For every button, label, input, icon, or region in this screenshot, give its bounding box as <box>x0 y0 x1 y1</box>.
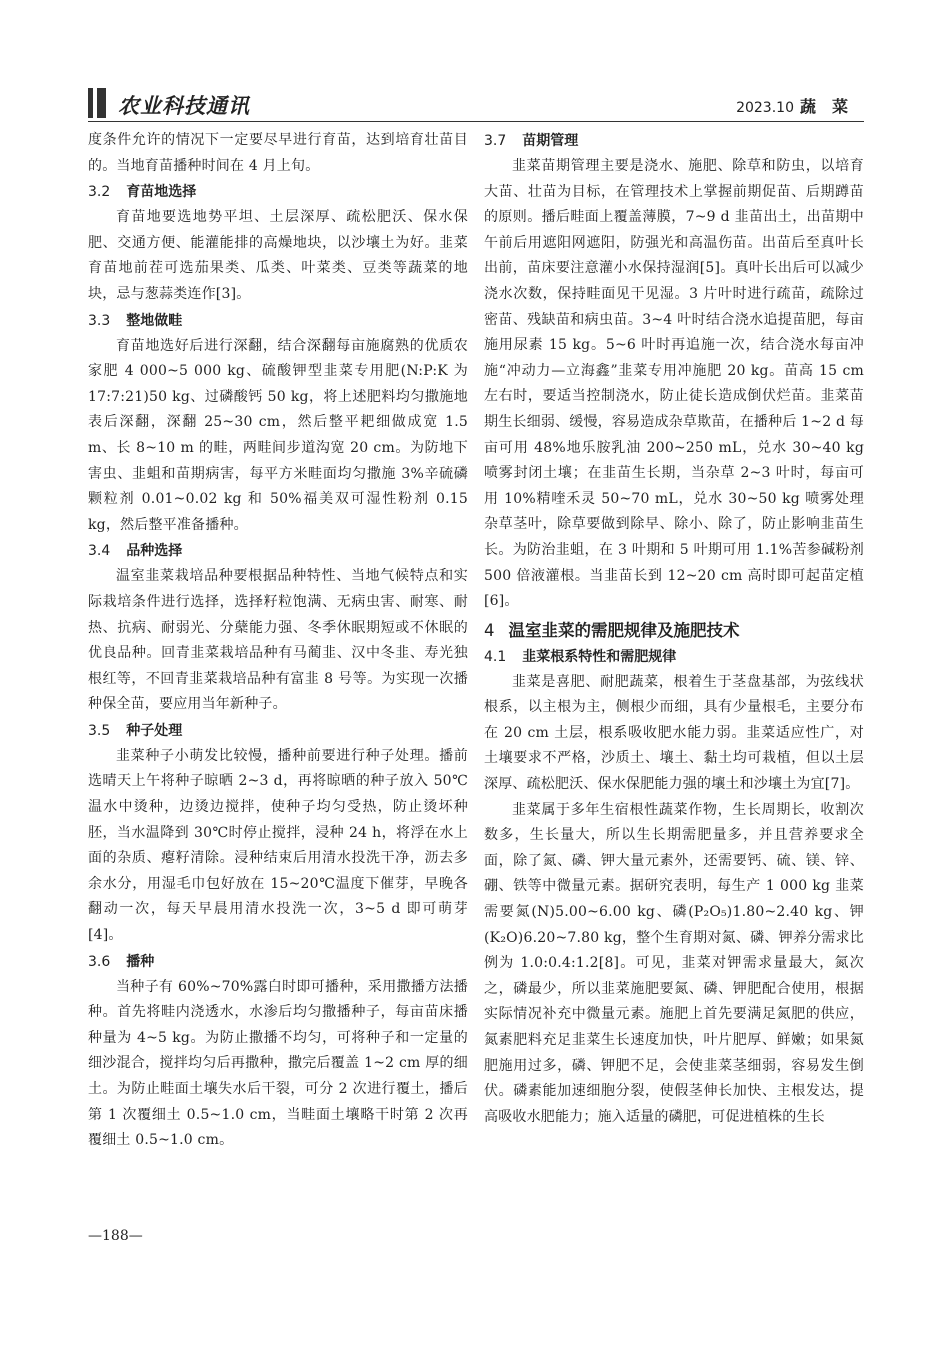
heading-number: 3.4 <box>88 543 111 560</box>
section-heading <box>484 617 864 644</box>
heading-title: 温室韭菜的需肥规律及施肥技术 <box>508 620 740 640</box>
body-paragraph: 韭菜种子小萌发比较慢，播种前要进行种子处理。播前选晴天上午将种子晾晒 2~3 d，再将晾晒的种子放入 50℃温水中烫种，边烫边搅拌，使种子均匀受热，防止烫坏种胚，当水温降到 30℃时停止搅拌，浸种 24 h，将浮在水上面的杂质、瘪籽清除。浸种结束后用清水投洗干净，沥去多余水分，用湿毛巾包好放在 15~20℃温度下催芽，早晚各翻动一次，每天早晨用清水投洗一次，3~5 d 即可萌芽[4]。 <box>88 747 468 944</box>
section-name: 蔬菜 <box>799 97 864 116</box>
heading-title: 播种 <box>126 953 155 970</box>
body-paragraph: 韭菜是喜肥、耐肥蔬菜，根着生于茎盘基部，为弦线状根系，以主根为主，侧根少而细，具有少量根毛，主要分布在 20 cm 土层，根系吸收肥水能力弱。韭菜适应性广，对土壤要求不严格，沙质土、壤土、黏土均可栽植，但以土层深厚、疏松肥沃、保水保肥能力强的壤土和沙壤土为宜[7]。 <box>484 673 864 793</box>
page-number: —188— <box>88 1228 143 1244</box>
heading-number: 3.3 <box>88 312 111 329</box>
body-paragraph: 韭菜属于多年生宿根性蔬菜作物，生长周期长，收割次数多，生长量大，所以生长期需肥量多，并且营养要求全面，除了氮、磷、钾大量元素外，还需要钙、硫、镁、锌、硼、铁等中微量元素。据研究表明，每生产 1 000 kg 韭菜需要氮(N)5.00~6.00 kg、磷(P₂O₅)1.80~2.40 kg、钾(K₂O)6.20~7.80 kg，整个生育期对氮、磷、钾养分需求比例为 1.0:0.4:1.2[8]。可见，韭菜对钾需求量最大，氮次之，磷最少，所以韭菜施肥要氮、磷、钾肥配合使用，根据实际情况补充中微量元素。施肥上首先要满足氮肥的供应，氮素肥料充足韭菜生长速度加快，叶片肥厚、鲜嫩；如果氮肥施用过多，磷、钾肥不足，会使韭菜茎细弱，容易发生倒伏。磷素能加速细胞分裂，使假茎伸长加快、主根发达，提高吸收水肥能力；施入适量的磷肥，可促进植株的生长 <box>484 801 864 1125</box>
heading-title: 苗期管理 <box>522 133 579 149</box>
heading-title: 种子处理 <box>126 722 183 739</box>
left-column <box>88 128 468 1154</box>
subsection-heading <box>88 179 468 205</box>
right-column <box>484 128 864 1130</box>
body-paragraph: 当种子有 60%~70%露白时即可播种，采用撒播方法播种。首先将畦内浇透水，水渗后均匀撒播种子，每亩苗床播种量为 4~5 kg。为防止撒播不均匀，可将种子和一定量的细沙混合，搅拌均匀后再撒种，撒完后覆盖 1~2 cm 厚的细土。为防止畦面土壤失水后干裂，可分 2 次进行覆土，播后第 1 次覆细土 0.5~1.0 cm，当畦面土壤略干时第 2 次再覆细土 0.5~1.0 cm。 <box>88 978 468 1149</box>
journal-logo: 农业科技通讯 <box>118 93 250 118</box>
body-paragraph: 育苗地要选地势平坦、土层深厚、疏松肥沃、保水保肥、交通方便、能灌能排的高燥地块，以沙壤土为好。韭菜育苗地前茬可选茄果类、瓜类、叶菜类、豆类等蔬菜的地块，忌与葱蒜类连作[3]。 <box>88 209 468 302</box>
issue-info <box>736 94 864 117</box>
heading-title: 整地做畦 <box>126 312 183 329</box>
subsection-heading <box>484 128 864 154</box>
heading-number: 4 <box>484 620 495 640</box>
running-header <box>88 88 864 122</box>
subsection-heading <box>88 718 468 744</box>
heading-number: 3.2 <box>88 184 111 201</box>
heading-number: 3.6 <box>88 953 111 970</box>
heading-number: 4.1 <box>484 648 507 665</box>
body-paragraph: 育苗地选好后进行深翻，结合深翻每亩施腐熟的优质农家肥 4 000~5 000 kg、硫酸钾型韭菜专用肥(N:P:K 为 17:7:21)50 kg、过磷酸钙 50 kg，将上述肥料均匀撒施地表后深翻，深翻 25~30 cm，然后整平耙细做成宽 1.5 m、长 8~10 m 的畦，两畦间步道沟宽 20 cm。为防地下害虫、韭蛆和苗期病害，每平方米畦面均匀撒施 3%辛硫磷颗粒剂 0.01~0.02 kg 和 50%福美双可湿性粉剂 0.15 kg，然后整平准备播种。 <box>88 337 468 533</box>
header-rule <box>88 121 864 122</box>
heading-number: 3.7 <box>484 133 507 149</box>
subsection-heading <box>88 949 468 975</box>
heading-title: 品种选择 <box>126 543 183 560</box>
heading-title: 韭菜根系特性和需肥规律 <box>522 648 677 665</box>
body-paragraph: 度条件允许的情况下一定要尽早进行育苗，达到培育壮苗目的。当地育苗播种时间在 4 月上旬。 <box>88 132 468 174</box>
heading-number: 3.5 <box>88 722 111 739</box>
issue-number: 2023.10 <box>736 100 794 116</box>
heading-title: 育苗地选择 <box>126 184 197 201</box>
body-paragraph: 温室韭菜栽培品种要根据品种特性、当地气候特点和实际栽培条件进行选择，选择籽粒饱满、无病虫害、耐寒、耐热、抗病、耐弱光、分蘖能力强、冬季休眠期短或不休眠的优良品种。回青韭菜栽培品种有马蔺韭、汉中冬韭、寿光独根红等，不回青韭菜栽培品种有富韭 8 号等。为实现一次播种保全苗，要应用当年新种子。 <box>88 568 468 713</box>
body-paragraph: 韭菜苗期管理主要是浇水、施肥、除草和防虫，以培育大苗、壮苗为目标，在管理技术上掌握前期促苗、后期蹲苗的原则。播后畦面上覆盖薄膜，7~9 d 韭苗出土，出苗期中午前后用遮阳网遮阳，防强光和高温伤苗。出苗后至真叶长出前，苗床要注意灌小水保持湿润[5]。真叶长出后可以减少浇水次数，保持畦面见干见湿。3 片叶时进行疏苗，疏除过密苗、残缺苗和病虫苗。3~4 叶时结合浇水追提苗肥，每亩施用尿素 15 kg。5~6 叶时再追施一次，结合浇水每亩冲施“冲动力—立海鑫”韭菜专用冲施肥 20 kg。苗高 15 cm 左右时，要适当控制浇水，防止徒长造成倒伏烂苗。韭菜苗期生长细弱、缓慢，容易造成杂草欺苗，在播种后 1~2 d 每亩可用 48%地乐胺乳油 200~250 mL，兑水 30~40 kg 喷雾封闭土壤；在韭苗生长期，当杂草 2~3 叶时，每亩可用 10%精喹禾灵 50~70 mL，兑水 30~50 kg 喷雾处理杂草茎叶，除草要做到除早、除小、除了，防止影响韭苗生长。为防治韭蛆，在 3 叶期和 5 叶期可用 1.1%苦参碱粉剂 500 倍液灌根。当韭苗长到 12~20 cm 高时即可起苗定植[6]。 <box>484 158 864 610</box>
subsection-heading <box>484 644 864 670</box>
subsection-heading <box>88 538 468 564</box>
subsection-heading <box>88 308 468 334</box>
